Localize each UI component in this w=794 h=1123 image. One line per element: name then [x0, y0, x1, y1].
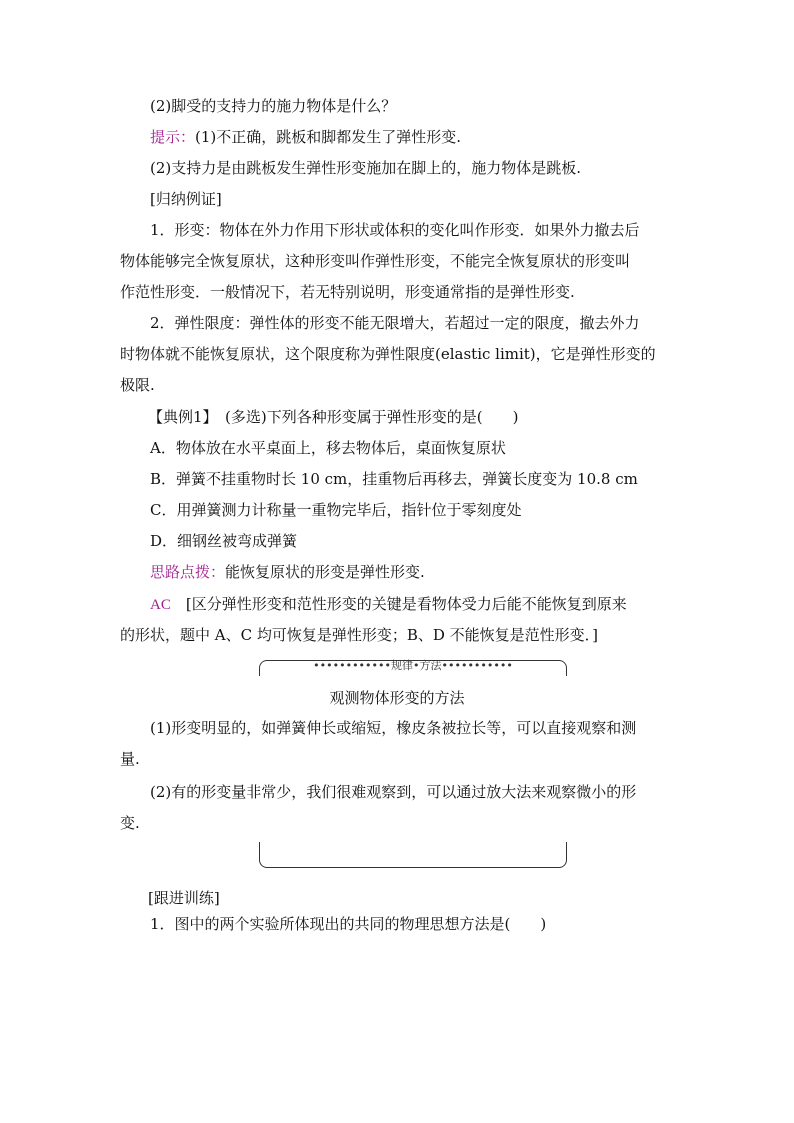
hint-line-2: (2)支持力是由跳板发生弹性形变施加在脚上的，施力物体是跳板. — [150, 159, 582, 177]
paragraph-1-line-1: 1．形变：物体在外力作用下形状或体积的变化叫作形变．如果外力撤去后 — [150, 221, 640, 239]
option-c: C．用弹簧测力计称量一重物完毕后，指针位于零刻度处 — [150, 501, 522, 519]
hint-label: 提示： — [150, 128, 196, 146]
paragraph-2-line-3: 极限. — [120, 376, 155, 394]
method-1-line-1: (1)形变明显的，如弹簧伸长或缩短，橡皮条被拉长等，可以直接观察和测 — [150, 719, 637, 737]
example-question: 【典例1】 (多选)下列各种形变属于弹性形变的是( ) — [148, 408, 519, 426]
thinking-label: 思路点拨： — [150, 563, 226, 581]
answer-line-2: 的形状，题中 A、C 均可恢复是弹性形变；B、D 不能恢复是范性形变．] — [120, 626, 599, 644]
option-b: B．弹簧不挂重物时长 10 cm，挂重物后再移去，弹簧长度变为 10.8 cm — [150, 470, 638, 488]
hint-line — [150, 127, 461, 147]
paragraph-1-line-2: 物体能够完全恢复原状，这种形变叫作弹性形变，不能完全恢复原状的形变叫 — [120, 252, 631, 270]
follow-up-heading: [跟进训练] — [148, 889, 220, 907]
method-box-tag: ••••••••••••规律•方法••••••••••• — [313, 659, 513, 672]
option-d: D．细钢丝被弯成弹簧 — [150, 532, 298, 550]
paragraph-2-line-2: 时物体就不能恢复原状，这个限度称为弹性限度(elastic limit)，它是弹性形变的 — [120, 345, 656, 363]
answer-label: AC — [150, 597, 171, 613]
answer-line — [150, 594, 627, 615]
option-a: A．物体放在水平桌面上，移去物体后，桌面恢复原状 — [150, 439, 506, 457]
method-title: 观测物体形变的方法 — [329, 689, 465, 707]
method-1-line-2: 量. — [120, 750, 140, 768]
paragraph-2-line-1: 2．弹性限度：弹性体的形变不能无限增大，若超过一定的限度，撤去外力 — [150, 314, 640, 332]
hint-text: (1)不正确，跳板和脚都发生了弹性形变. — [195, 128, 462, 146]
question-2: (2)脚受的支持力的施力物体是什么？ — [150, 97, 397, 115]
thinking-text: 能恢复原状的形变是弹性形变. — [225, 563, 425, 581]
method-box-bottom-border — [259, 842, 567, 868]
answer-text: [区分弹性形变和范性形变的关键是看物体受力后能不能恢复到原来 — [170, 595, 627, 613]
follow-up-question-1: 1．图中的两个实验所体现出的共同的物理思想方法是( ) — [150, 915, 547, 933]
method-2-line-2: 变. — [120, 814, 140, 832]
thinking-line — [150, 562, 425, 582]
section-heading: [归纳例证] — [150, 190, 222, 208]
method-2-line-1: (2)有的形变量非常少，我们很难观察到，可以通过放大法来观察微小的形 — [150, 783, 637, 801]
paragraph-1-line-3: 作范性形变．一般情况下，若无特别说明，形变通常指的是弹性形变. — [120, 283, 575, 301]
